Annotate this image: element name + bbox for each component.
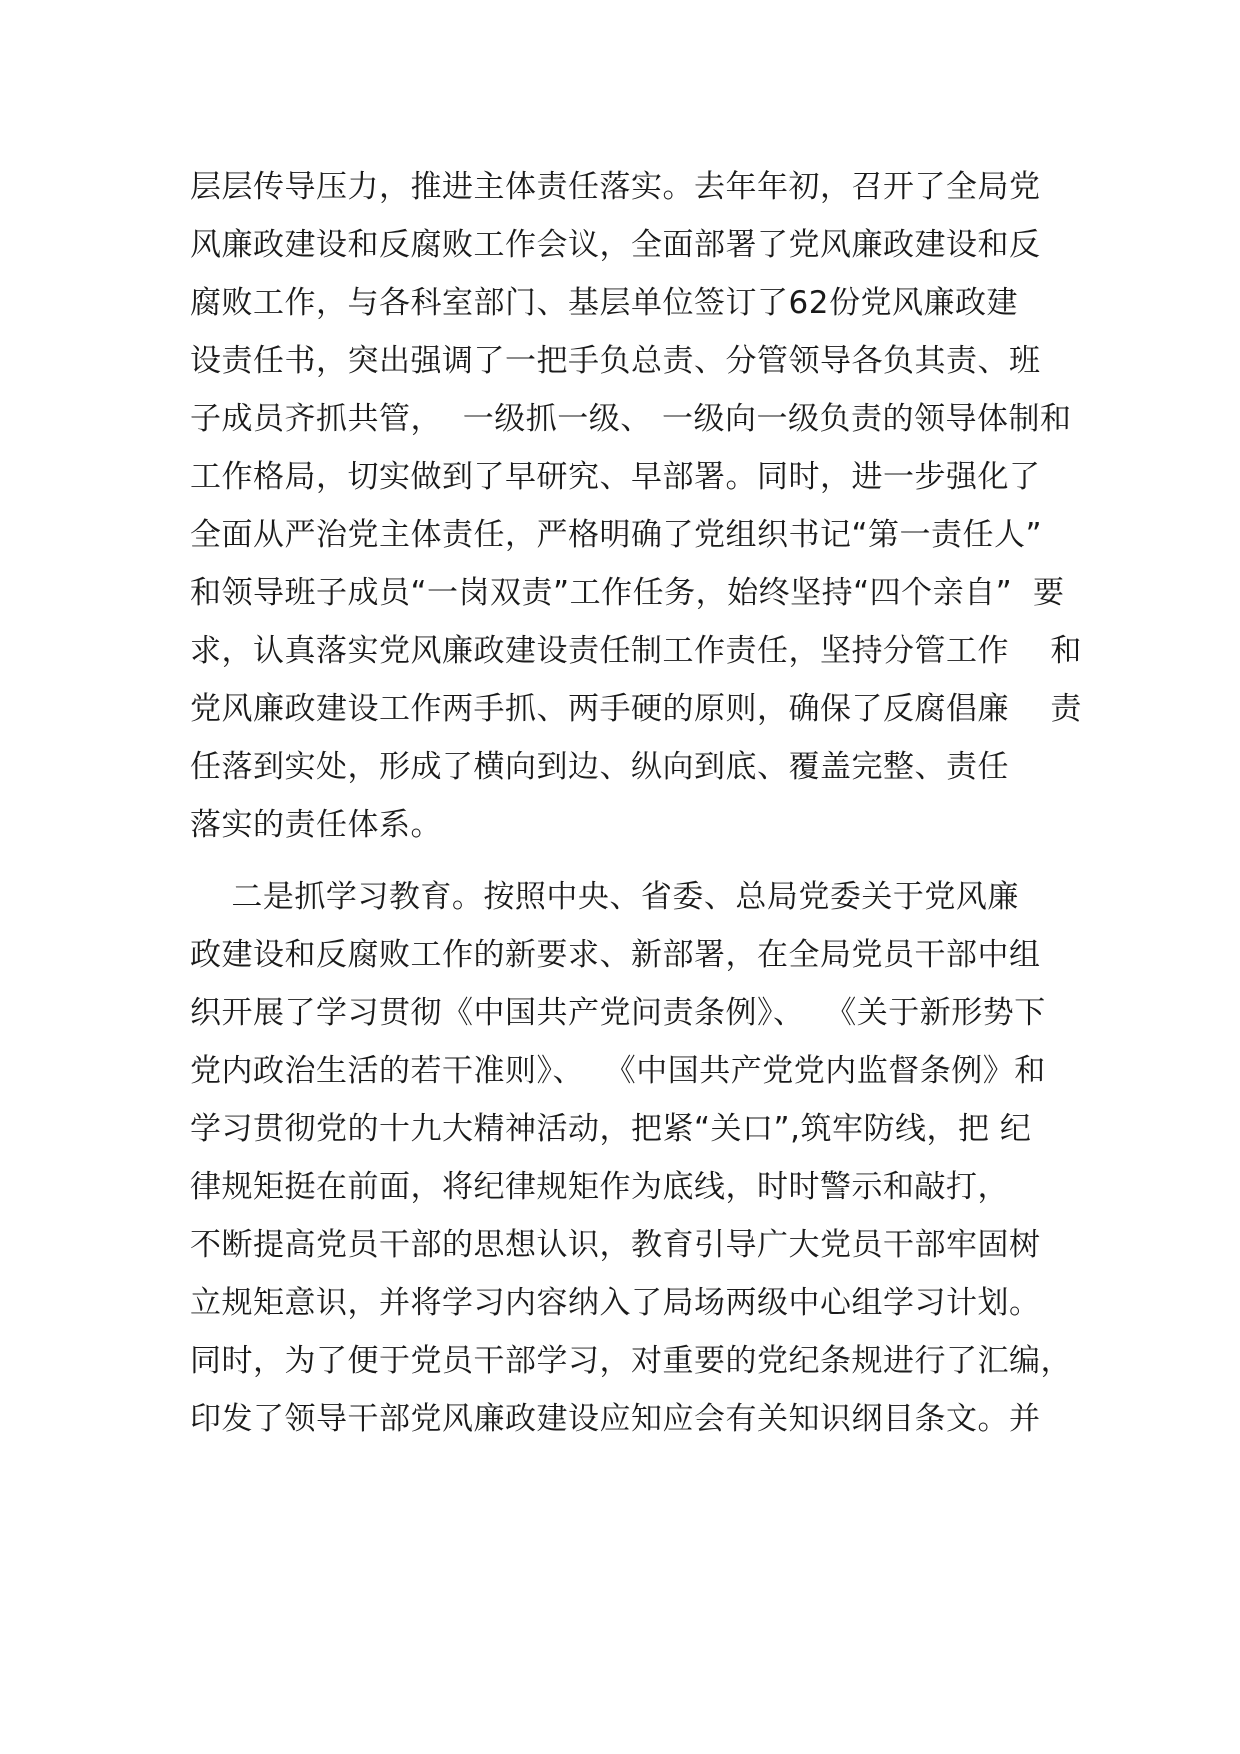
text-line: 印发了领导干部党风廉政建设应知应会有关知识纲目条文。并 [190, 1401, 1041, 1437]
text-line: 任落到实处，形成了横向到边、纵向到底、覆盖完整、责任 [190, 749, 1009, 785]
text-line: 风廉政建设和反腐败工作会议，全面部署了党风廉政建设和反 [190, 227, 1041, 263]
text-line: 立规矩意识，并将学习内容纳入了局场两级中心组学习计划。 [190, 1285, 1041, 1321]
text-line: 子成员齐抓共管， 一级抓一级、 一级向一级负责的领导体制和 [190, 401, 1072, 437]
text-line: 工作格局，切实做到了早研究、早部署。同时，进一步强化了 [190, 459, 1041, 495]
text-line: 腐败工作，与各科室部门、基层单位签订了62份党风廉政建 [190, 285, 1018, 321]
text-line: 和领导班子成员“一岗双责”工作任务，始终坚持“四个亲自” 要 [190, 575, 1065, 611]
text-line: 政建设和反腐败工作的新要求、新部署，在全局党员干部中组 [190, 937, 1041, 973]
text-line: 层层传导压力，推进主体责任落实。去年年初，召开了全局党 [190, 169, 1041, 205]
text-line: 全面从严治党主体责任，严格明确了党组织书记“第一责任人” [190, 517, 1043, 553]
paragraph-responsibility [190, 158, 1090, 854]
text-line: 律规矩挺在前面，将纪律规矩作为底线，时时警示和敲打， [190, 1169, 1009, 1205]
text-line: 织开展了学习贯彻《中国共产党问责条例》、 《关于新形势下 [190, 995, 1046, 1031]
text-line: 二是抓学习教育。按照中央、省委、总局党委关于党风廉 [190, 879, 1019, 915]
text-line: 党风廉政建设工作两手抓、两手硬的原则，确保了反腐倡廉 责 [190, 691, 1082, 727]
text-line: 党内政治生活的若干准则》、 《中国共产党党内监督条例》和 [190, 1053, 1046, 1089]
text-line: 落实的责任体系。 [190, 807, 442, 843]
text-line: 不断提高党员干部的思想认识，教育引导广大党员干部牢固树 [190, 1227, 1041, 1263]
text-line: 学习贯彻党的十九大精神活动，把紧“关口”,筑牢防线，把 纪 [190, 1111, 1032, 1147]
text-line: 同时，为了便于党员干部学习，对重要的党纪条规进行了汇编， [190, 1343, 1072, 1379]
paragraph-study-education [190, 868, 1090, 1448]
text-line: 设责任书，突出强调了一把手负总责、分管领导各负其责、班 [190, 343, 1041, 379]
text-line: 求，认真落实党风廉政建设责任制工作责任，坚持分管工作 和 [190, 633, 1082, 669]
